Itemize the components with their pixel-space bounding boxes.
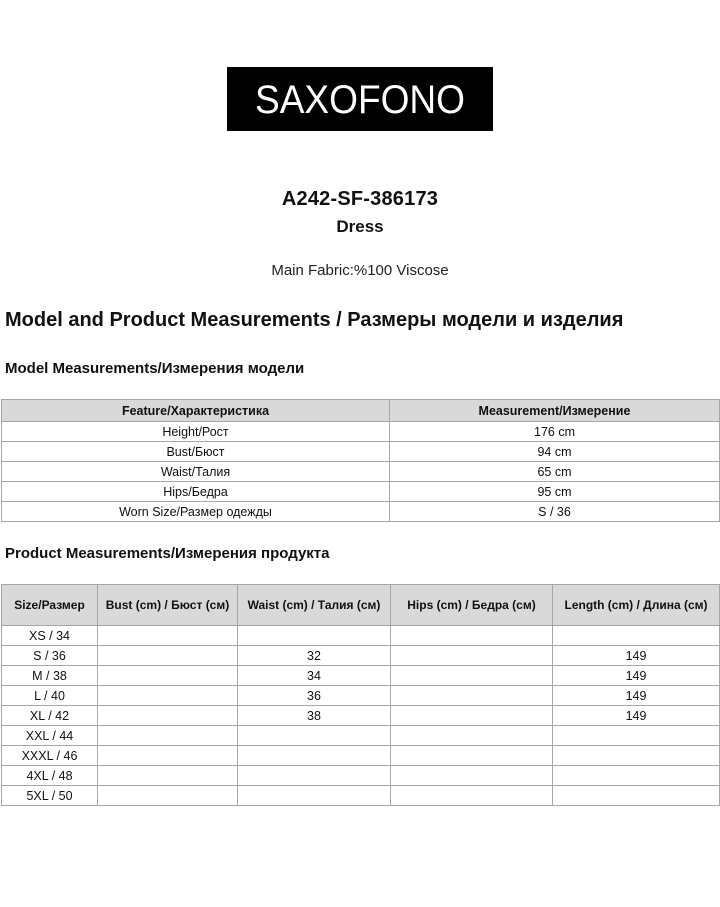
feature-cell: Bust/Бюст [2,442,390,462]
table-row [2,706,720,726]
header-cell: Hips (cm) / Бедра (см) [391,585,553,626]
size-cell: XXXL / 46 [2,746,98,766]
table-row [2,726,720,746]
feature-cell: Hips/Бедра [2,482,390,502]
length-cell: 149 [553,686,720,706]
size-cell: L / 40 [2,686,98,706]
header-cell: Size/Размер [2,585,98,626]
hips-cell [391,726,553,746]
size-cell: 4XL / 48 [2,766,98,786]
table-row [2,442,720,462]
waist-cell [238,626,391,646]
size-cell: XS / 34 [2,626,98,646]
waist-cell: 38 [238,706,391,726]
bust-cell [98,766,238,786]
product-type: Dress [336,217,384,236]
size-cell: 5XL / 50 [2,786,98,806]
table-row [2,422,720,442]
table-row [2,786,720,806]
length-cell: 149 [553,646,720,666]
measurement-cell: S / 36 [390,502,720,522]
size-cell: M / 38 [2,666,98,686]
table-row [2,666,720,686]
size-cell: XXL / 44 [2,726,98,746]
table-row [2,462,720,482]
header-cell: Waist (cm) / Талия (см) [238,585,391,626]
waist-cell [238,746,391,766]
measurement-cell: 176 cm [390,422,720,442]
header-cell: Measurement/Измерение [390,400,720,422]
waist-cell [238,786,391,806]
table-row [2,766,720,786]
bust-cell [98,706,238,726]
feature-cell: Waist/Талия [2,462,390,482]
hips-cell [391,626,553,646]
measurement-cell: 65 cm [390,462,720,482]
length-cell: 149 [553,706,720,726]
model-measurements-table [1,399,720,522]
product-code: A242-SF-386173 [281,188,439,210]
bust-cell [98,666,238,686]
length-cell [553,726,720,746]
length-cell [553,746,720,766]
length-cell [553,626,720,646]
waist-cell [238,726,391,746]
waist-cell: 34 [238,666,391,686]
measurement-cell: 94 cm [390,442,720,462]
hips-cell [391,766,553,786]
table-header-row [2,400,720,422]
hips-cell [391,746,553,766]
bust-cell [98,686,238,706]
table-row [2,482,720,502]
header-cell: Bust (cm) / Бюст (см) [98,585,238,626]
product-section-title: Product Measurements/Измерения продукта [5,545,330,562]
table-header-row [2,585,720,626]
bust-cell [98,786,238,806]
brand-logo [227,67,493,131]
section-title: Model and Product Measurements / Размеры модели и изделия [5,309,624,331]
hips-cell [391,686,553,706]
hips-cell [391,646,553,666]
hips-cell [391,666,553,686]
header-cell: Feature/Характеристика [2,400,390,422]
bust-cell [98,726,238,746]
waist-cell: 32 [238,646,391,666]
fabric-info: Main Fabric:%100 Viscose [271,262,449,279]
waist-cell: 36 [238,686,391,706]
feature-cell: Worn Size/Размер одежды [2,502,390,522]
length-cell [553,786,720,806]
table-row [2,502,720,522]
hips-cell [391,786,553,806]
measurement-cell: 95 cm [390,482,720,502]
brand-logo-text: SAXOFONO [255,78,465,122]
table-row [2,626,720,646]
model-section-title: Model Measurements/Измерения модели [5,360,305,377]
bust-cell [98,646,238,666]
size-cell: XL / 42 [2,706,98,726]
length-cell [553,766,720,786]
size-cell: S / 36 [2,646,98,666]
bust-cell [98,626,238,646]
table-row [2,686,720,706]
table-row [2,646,720,666]
feature-cell: Height/Рост [2,422,390,442]
waist-cell [238,766,391,786]
header-cell: Length (cm) / Длина (см) [553,585,720,626]
bust-cell [98,746,238,766]
hips-cell [391,706,553,726]
table-row [2,746,720,766]
brand-logo-wordmark [227,67,493,131]
length-cell: 149 [553,666,720,686]
product-measurements-table [1,584,720,806]
